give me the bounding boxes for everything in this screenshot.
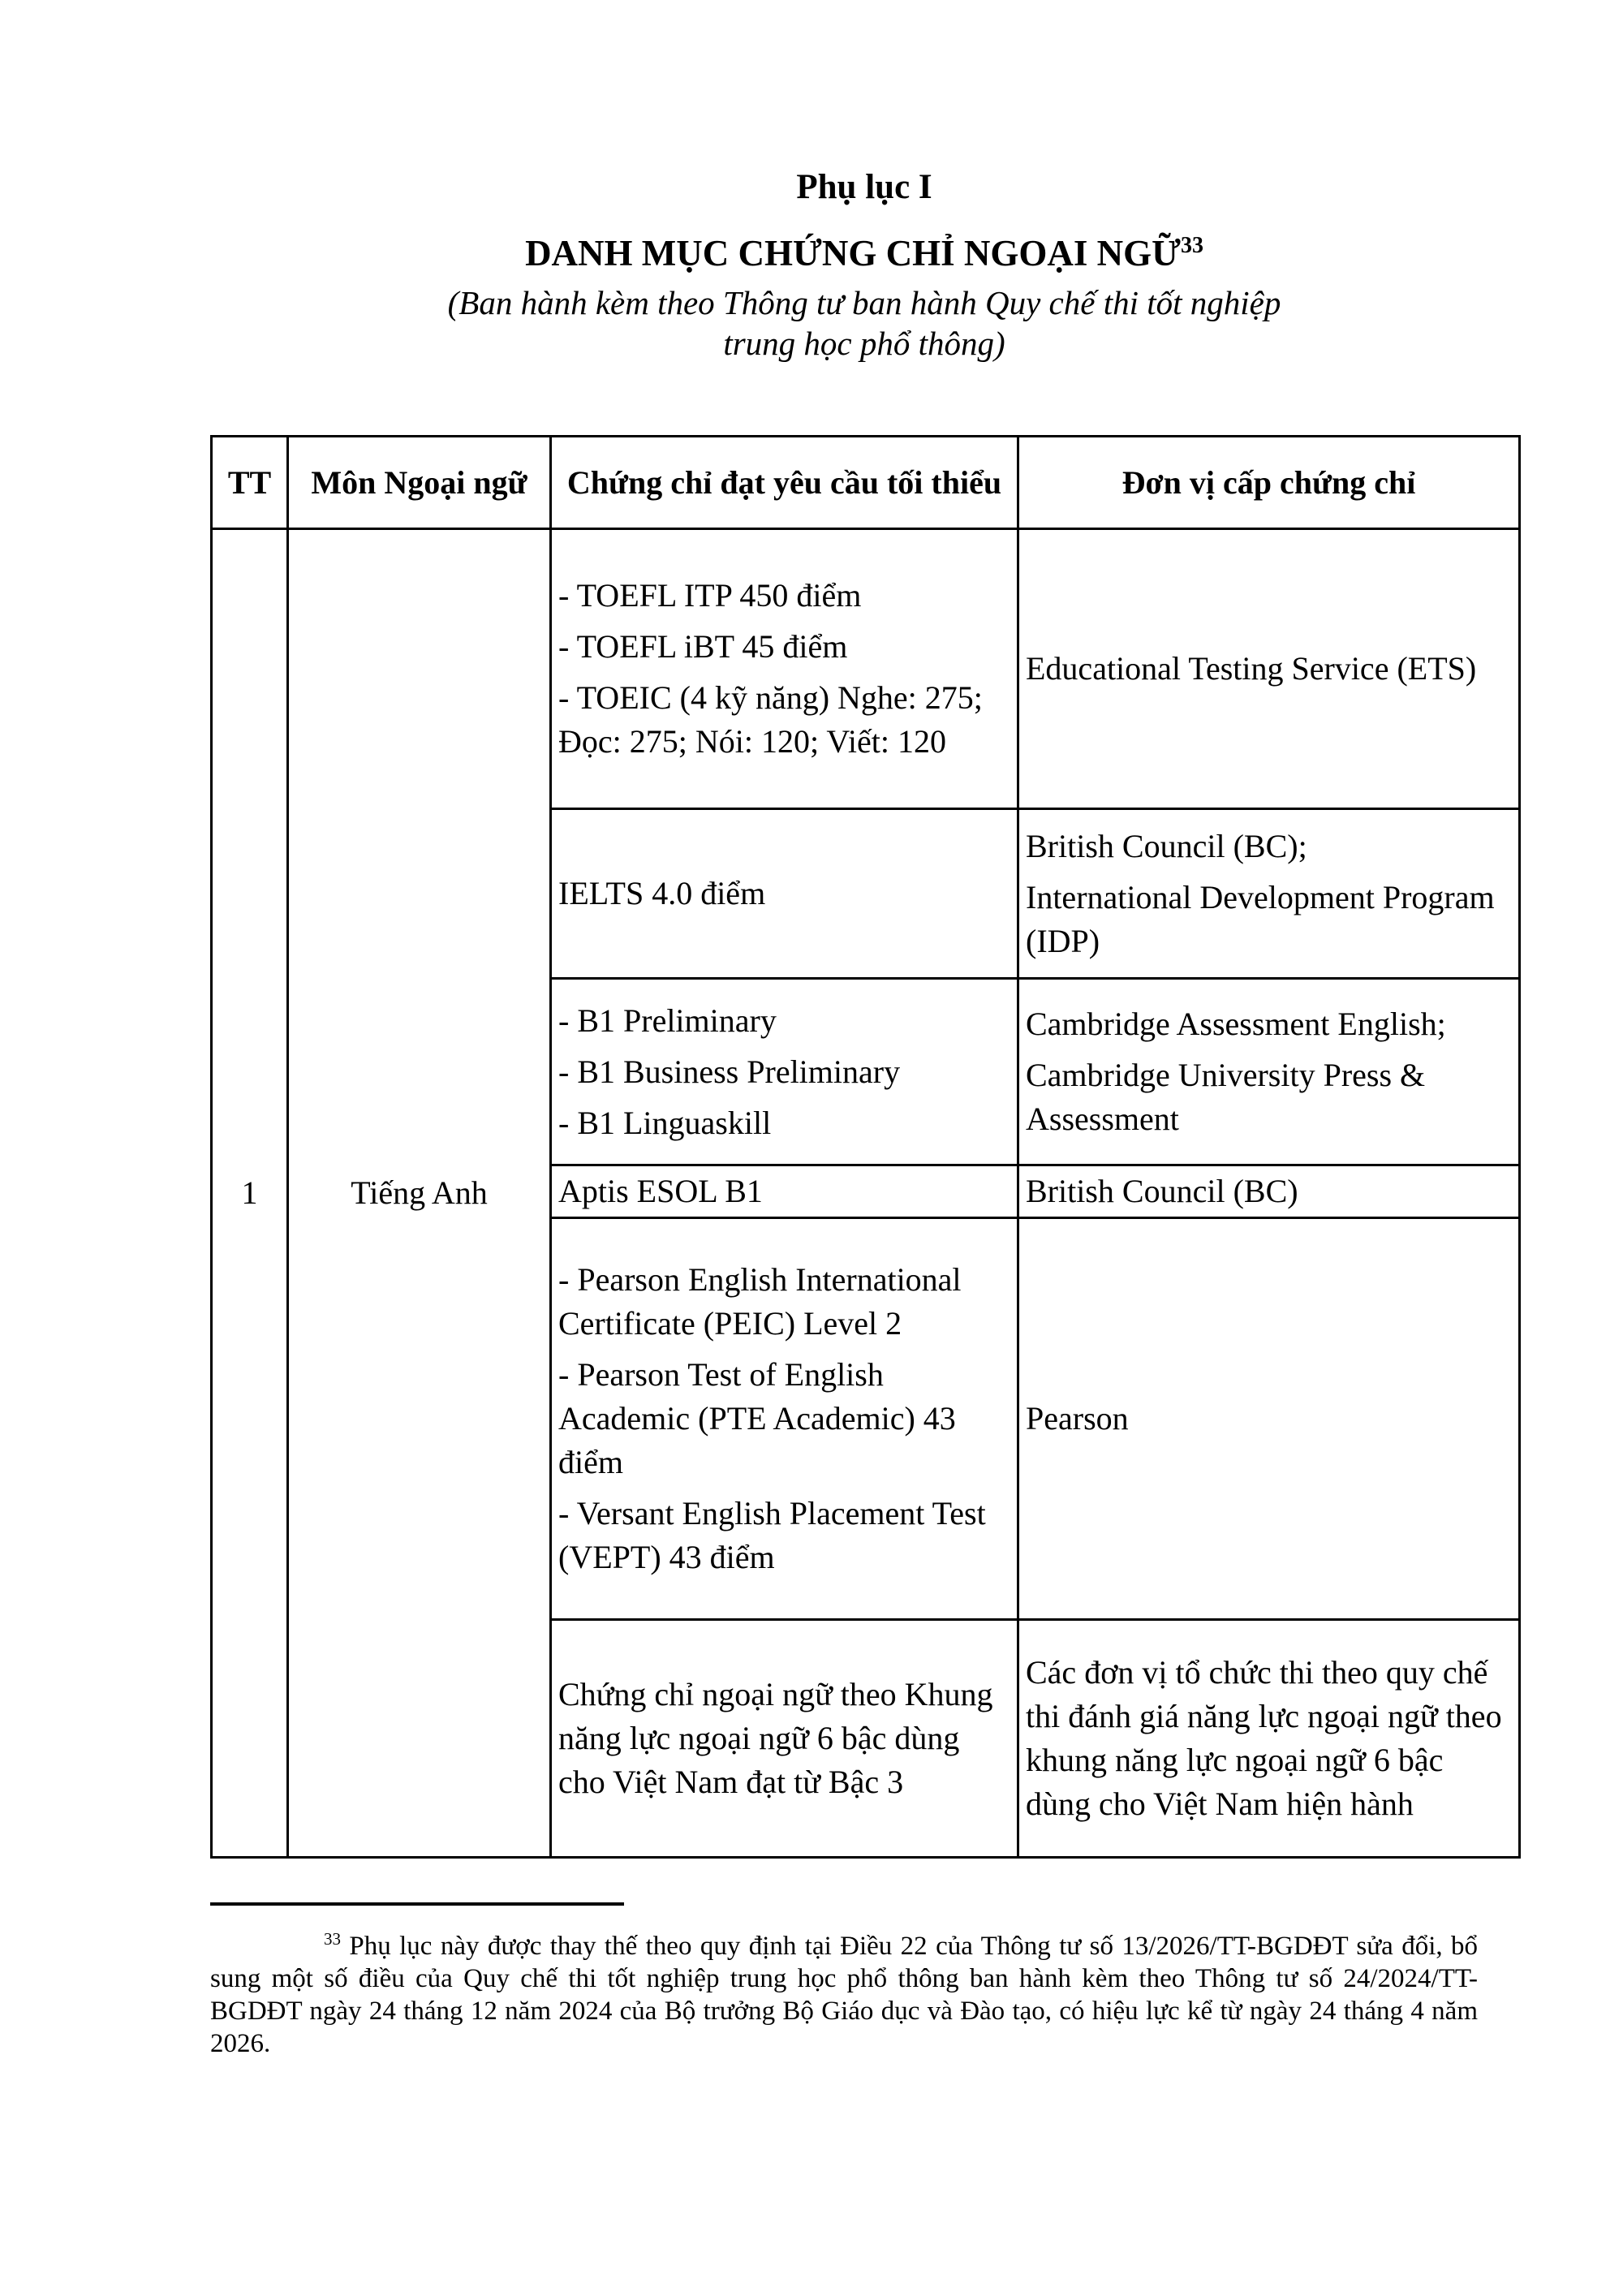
certificate-item: - B1 Business Preliminary [558, 1053, 901, 1090]
certificate-item: - TOEIC (4 kỹ năng) Nghe: 275; Đọc: 275; Nói: 120; Viết: 120 [558, 679, 983, 760]
subtitle-line-2: trung học phổ thông) [723, 325, 1005, 363]
certificate-item: - TOEFL ITP 450 điểm [558, 577, 862, 614]
footnote-reference: 33 [1180, 232, 1203, 258]
certificate-item: Aptis ESOL B1 [558, 1173, 763, 1210]
header-issuer: Đơn vị cấp chứng chỉ [1018, 437, 1520, 529]
appendix-title: Phụ lục I [796, 168, 932, 206]
issuer-cell [1018, 1620, 1520, 1858]
issuer-item: Pearson [1026, 1400, 1129, 1437]
certificate-item: - TOEFL iBT 45 điểm [558, 628, 848, 666]
footnote-body: Phụ lục này được thay thế theo quy định tại Điều 22 của Thông tư số 13/2026/TT-BGDĐT sửa đổi, bổ sung một số điều của Quy chế thi tốt nghiệp trung học phổ thông ban hành kèm theo Thông tư số 24/2024/TT-BGDĐT ngày 24 tháng 12 năm 2024 của Bộ trưởng Bộ Giáo dục và Đào tạo, có hiệu lực kể từ ngày 24 tháng 4 năm 2026. [210, 1932, 1478, 2059]
document-subtitle [210, 282, 1518, 364]
footnote-separator [210, 1902, 624, 1906]
certificate-item: - B1 Preliminary [558, 1002, 777, 1039]
issuer-item: Cambridge Assessment English; [1026, 1006, 1446, 1043]
subject-cell: Tiếng Anh [288, 529, 551, 1858]
document-title [210, 233, 1518, 275]
title-block [210, 166, 1518, 364]
issuer-item: Các đơn vị tổ chức thi theo quy chế thi đánh giá năng lực ngoại ngữ theo khung năng lực ngoại ngữ 6 bậc dùng cho Việt Nam hiện hành [1026, 1654, 1502, 1823]
document-title-text: DANH MỤC CHỨNG CHỈ NGOẠI NGỮ [525, 232, 1181, 274]
certificate-item: - Versant English Placement Test (VEPT) 43 điểm [558, 1495, 986, 1576]
certificate-item: IELTS 4.0 điểm [558, 875, 766, 912]
footnote-marker: 33 [324, 1929, 341, 1949]
issuer-item: British Council (BC); [1026, 827, 1307, 864]
certificate-item: Chứng chỉ ngoại ngữ theo Khung năng lực ngoại ngữ 6 bậc dùng cho Việt Nam đạt từ Bậc 3 [558, 1676, 993, 1801]
issuer-item: Cambridge University Press & Assessment [1026, 1057, 1426, 1138]
certificate-cell [551, 809, 1018, 979]
certificate-cell [551, 529, 1018, 809]
issuer-cell [1018, 979, 1520, 1165]
subtitle-line-1: (Ban hành kèm theo Thông tư ban hành Quy chế thi tốt nghiệp [447, 284, 1281, 322]
table-header-row [212, 437, 1520, 529]
row-number-cell: 1 [212, 529, 288, 1858]
certificate-item: - Pearson Test of English Academic (PTE Academic) 43 điểm [558, 1356, 956, 1481]
certificate-item: - B1 Linguaskill [558, 1104, 772, 1141]
issuer-cell [1018, 529, 1520, 809]
certificates-table [210, 435, 1521, 1859]
certificate-cell [551, 1165, 1018, 1218]
header-certificate: Chứng chỉ đạt yêu cầu tối thiểu [551, 437, 1018, 529]
certificate-cell [551, 979, 1018, 1165]
issuer-cell [1018, 809, 1520, 979]
table-row [212, 529, 1520, 809]
certificate-cell [551, 1218, 1018, 1620]
issuer-item: British Council (BC) [1026, 1173, 1298, 1210]
header-subject: Môn Ngoại ngữ [288, 437, 551, 529]
issuer-cell [1018, 1218, 1520, 1620]
issuer-cell [1018, 1165, 1520, 1218]
certificate-item: - Pearson English International Certificate (PEIC) Level 2 [558, 1261, 962, 1342]
certificate-cell [551, 1620, 1018, 1858]
issuer-item: International Development Program (IDP) [1026, 878, 1495, 959]
issuer-item: Educational Testing Service (ETS) [1026, 650, 1477, 687]
footnote-text [210, 1930, 1518, 2060]
header-tt: TT [212, 437, 288, 529]
